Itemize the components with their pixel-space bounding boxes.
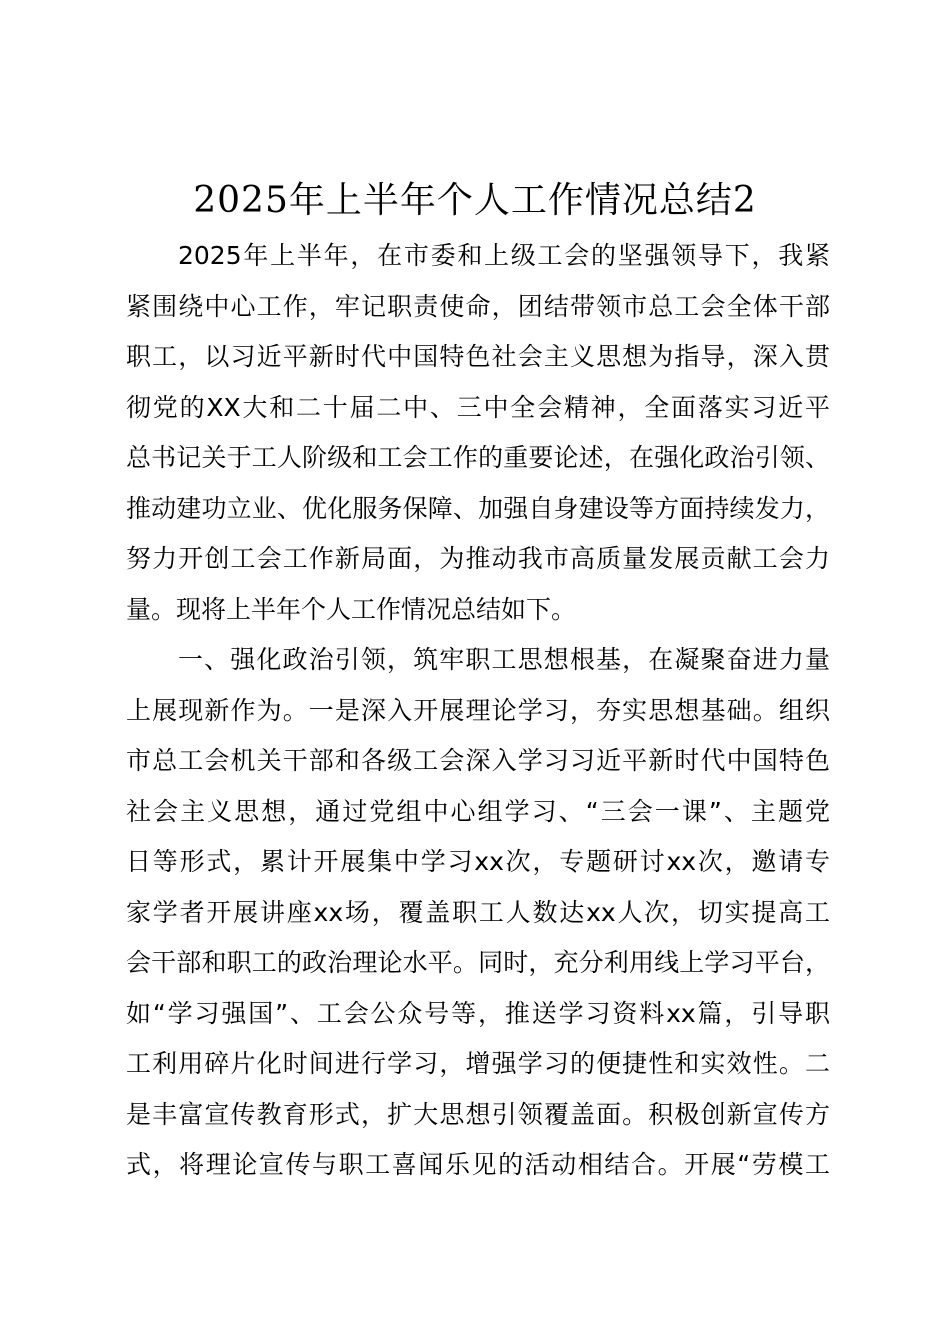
paragraph-line: 是丰富宣传教育形式，扩大思想引领覆盖面。积极创新宣传方 bbox=[126, 1099, 830, 1129]
paragraph-line: 社会主义思想，通过党组中心组学习、“三会一课”、主题党 bbox=[126, 796, 830, 826]
paragraph-line: 式，将理论宣传与职工喜闻乐见的活动相结合。开展“劳模工 bbox=[126, 1150, 830, 1179]
paragraph-line: 努力开创工会工作新局面，为推动我市高质量发展贡献工会力 bbox=[126, 544, 830, 573]
paragraph-line: 职工，以习近平新时代中国特色社会主义思想为指导，深入贯 bbox=[126, 342, 830, 371]
document-body bbox=[126, 231, 830, 1191]
paragraph-line: 推动建功立业、优化服务保障、加强自身建设等方面持续发力， bbox=[126, 493, 830, 523]
paragraph-line: 工利用碎片化时间进行学习，增强学习的便捷性和实效性。二 bbox=[126, 1049, 830, 1078]
paragraph-line: 量。现将上半年个人工作情况总结如下。 bbox=[126, 594, 577, 624]
paragraph-line: 总书记关于工人阶级和工会工作的重要论述，在强化政治引领、 bbox=[126, 443, 830, 472]
paragraph-line: 2025年上半年，在市委和上级工会的坚强领导下，我紧 bbox=[178, 241, 830, 270]
paragraph-section-one bbox=[126, 635, 830, 1191]
paragraph-line: 一、强化政治引领，筑牢职工思想根基，在凝聚奋进力量 bbox=[178, 645, 830, 674]
paragraph-intro bbox=[126, 231, 830, 635]
paragraph-line: 会干部和职工的政治理论水平。同时，充分利用线上学习平台， bbox=[126, 948, 830, 977]
paragraph-line: 家学者开展讲座xx场，覆盖职工人数达xx人次，切实提高工 bbox=[126, 897, 830, 927]
paragraph-line: 彻党的XX大和二十届二中、三中全会精神，全面落实习近平 bbox=[126, 392, 830, 422]
paragraph-line: 日等形式，累计开展集中学习xx次，专题研讨xx次，邀请专 bbox=[126, 847, 830, 876]
paragraph-line: 上展现新作为。一是深入开展理论学习，夯实思想基础。组织 bbox=[126, 695, 830, 725]
paragraph-line: 紧围绕中心工作，牢记职责使命，团结带领市总工会全体干部 bbox=[126, 291, 830, 321]
document-title: 2025年上半年个人工作情况总结2 bbox=[193, 180, 757, 221]
paragraph-line: 市总工会机关干部和各级工会深入学习习近平新时代中国特色 bbox=[126, 746, 830, 775]
paragraph-line: 如“学习强国”、工会公众号等，推送学习资料xx篇，引导职 bbox=[126, 998, 830, 1028]
